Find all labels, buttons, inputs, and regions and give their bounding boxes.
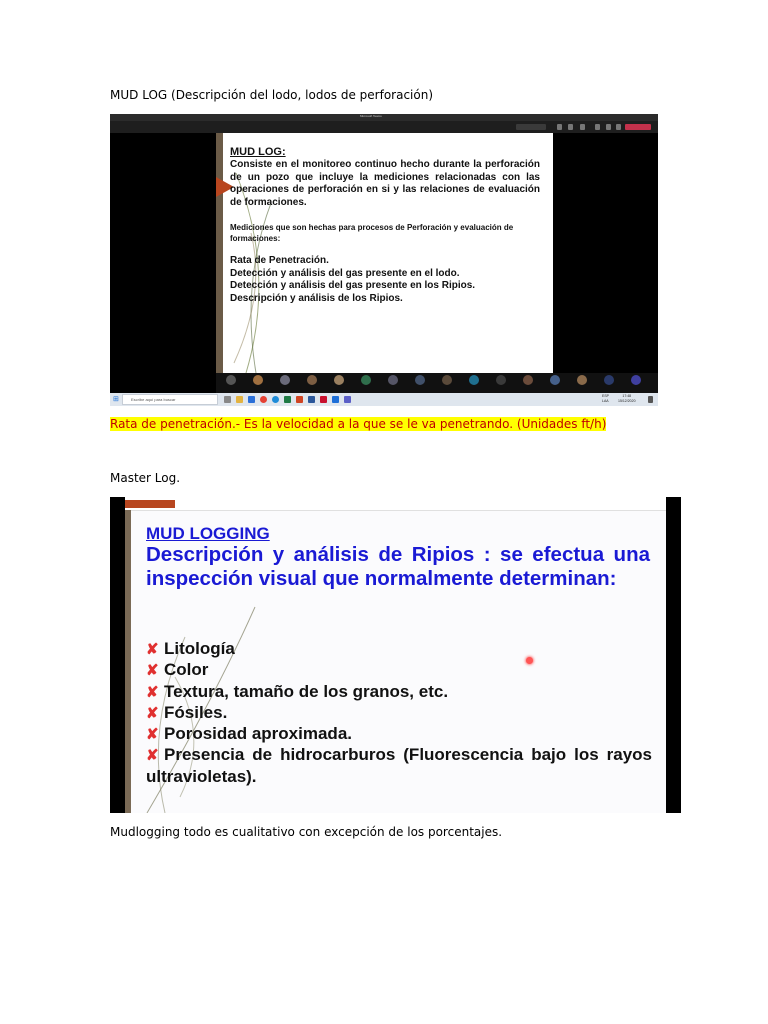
participant-avatar[interactable] (253, 375, 263, 385)
x-mark-icon: ✘ (146, 662, 159, 680)
laser-pointer-dot (526, 657, 533, 664)
slide-paragraph: Descripción y análisis de Ripios : se efectua una inspección visual que normalmente determinan: (146, 543, 650, 590)
participant-avatar[interactable] (415, 375, 425, 385)
clock-date: 15/12/2020 (618, 399, 636, 403)
participant-avatar[interactable] (496, 375, 506, 385)
slide-subparagraph: Mediciones que son hechas para procesos de Perforación y evaluación de formaciones: (230, 223, 514, 243)
list-item (146, 703, 652, 724)
clock-time: 17:48 (622, 394, 632, 398)
participant-avatar[interactable] (631, 375, 641, 385)
camera-icon[interactable] (595, 124, 600, 130)
powerpoint-icon[interactable] (296, 396, 303, 403)
shared-slide (216, 133, 553, 373)
list-item-text: Porosidad aproximada. (164, 724, 352, 744)
list-item: Detección y análisis del gas presente en los Ripios. (230, 280, 476, 291)
list-item: Descripción y análisis de los Ripios. (230, 292, 403, 304)
task-view-icon[interactable] (224, 396, 231, 403)
edge-icon[interactable] (272, 396, 279, 403)
slide-screenshot (110, 497, 681, 813)
teams-title-bar (110, 114, 658, 121)
participant-avatar[interactable] (550, 375, 560, 385)
window-title: Microsoft Teams (360, 114, 382, 118)
leave-call-button[interactable] (625, 124, 651, 130)
windows-start-icon[interactable]: ⊞ (113, 396, 119, 403)
slide-title: MUD LOG: (230, 146, 286, 158)
slide-paragraph: Consiste en el monitoreo continuo hecho durante la perforación de un pozo que incluye la mediciones relacionadas con las operaciones de perforación en si y las relaciones de evaluación de formaciones. (230, 159, 540, 208)
share-icon[interactable] (616, 124, 621, 130)
participant-avatar[interactable] (604, 375, 614, 385)
list-item-text: Presencia de hidrocarburos (Fluorescencia bajo los rayos ultravioletas). (146, 745, 652, 786)
participant-strip (216, 373, 658, 393)
list-item (146, 745, 652, 787)
meeting-control-icon[interactable] (516, 124, 546, 130)
acrobat-icon[interactable] (320, 396, 327, 403)
folder-icon[interactable] (236, 396, 243, 403)
participant-avatar[interactable] (361, 375, 371, 385)
mic-icon[interactable] (606, 124, 611, 130)
slide-title: MUD LOGGING (146, 524, 270, 543)
chat-icon[interactable] (557, 124, 562, 130)
x-mark-icon: ✘ (146, 683, 159, 701)
participant-avatar[interactable] (577, 375, 587, 385)
excel-icon[interactable] (284, 396, 291, 403)
list-item: Detección y análisis del gas presente en el lodo. (230, 267, 460, 279)
list-item: Rata de Penetración. (230, 255, 329, 266)
participant-avatar[interactable] (523, 375, 533, 385)
chrome-icon[interactable] (260, 396, 267, 403)
x-mark-icon: ✘ (146, 726, 159, 744)
reactions-icon[interactable] (568, 124, 573, 130)
participant-avatar[interactable] (388, 375, 398, 385)
participant-avatar[interactable] (307, 375, 317, 385)
section-subheading: Master Log. (110, 471, 181, 485)
tray-language[interactable] (602, 394, 609, 404)
meeting-controls-bar (110, 121, 658, 133)
participant-avatar[interactable] (442, 375, 452, 385)
x-mark-icon: ✘ (146, 641, 159, 658)
participant-avatar[interactable] (469, 375, 479, 385)
closing-text: Mudlogging todo es cualitativo con excepción de los porcentajes. (110, 825, 503, 839)
list-item-text: Fósiles. (164, 702, 228, 722)
participant-avatar[interactable] (226, 375, 236, 385)
teams-meeting-screenshot (110, 114, 658, 406)
list-item-text: Litología (164, 639, 235, 658)
more-options-icon[interactable] (580, 124, 585, 130)
list-item (146, 724, 652, 745)
list-item (146, 682, 652, 703)
x-mark-icon: ✘ (146, 704, 159, 722)
taskbar-search-input[interactable]: Escribe aquí para buscar (122, 394, 218, 405)
teams-icon[interactable] (344, 396, 351, 403)
list-item-text: Color (164, 660, 209, 680)
list-item (146, 660, 652, 681)
windows-taskbar (110, 393, 658, 406)
participant-avatar[interactable] (280, 375, 290, 385)
highlight-span: Rata de penetración.- Es la velocidad a la que se le va penetrando. (Unidades ft/h) (110, 417, 607, 431)
list-item-text: Textura, tamaño de los granos, etc. (164, 681, 449, 701)
tray-clock[interactable] (618, 394, 636, 404)
store-icon[interactable] (332, 396, 339, 403)
slide-list (230, 255, 475, 305)
shared-slide (125, 497, 666, 813)
x-mark-icon: ✘ (146, 747, 159, 765)
section-heading: MUD LOG (Descripción del lodo, lodos de perforación) (110, 88, 434, 102)
tray-language-line: LAA (602, 399, 609, 403)
participant-avatar[interactable] (334, 375, 344, 385)
tray-language-line: ESP (602, 394, 610, 398)
highlighted-text (110, 417, 606, 432)
word-icon[interactable] (308, 396, 315, 403)
list-item (146, 639, 652, 660)
mail-icon[interactable] (248, 396, 255, 403)
notifications-icon[interactable] (648, 396, 653, 403)
slide-list (146, 639, 652, 787)
